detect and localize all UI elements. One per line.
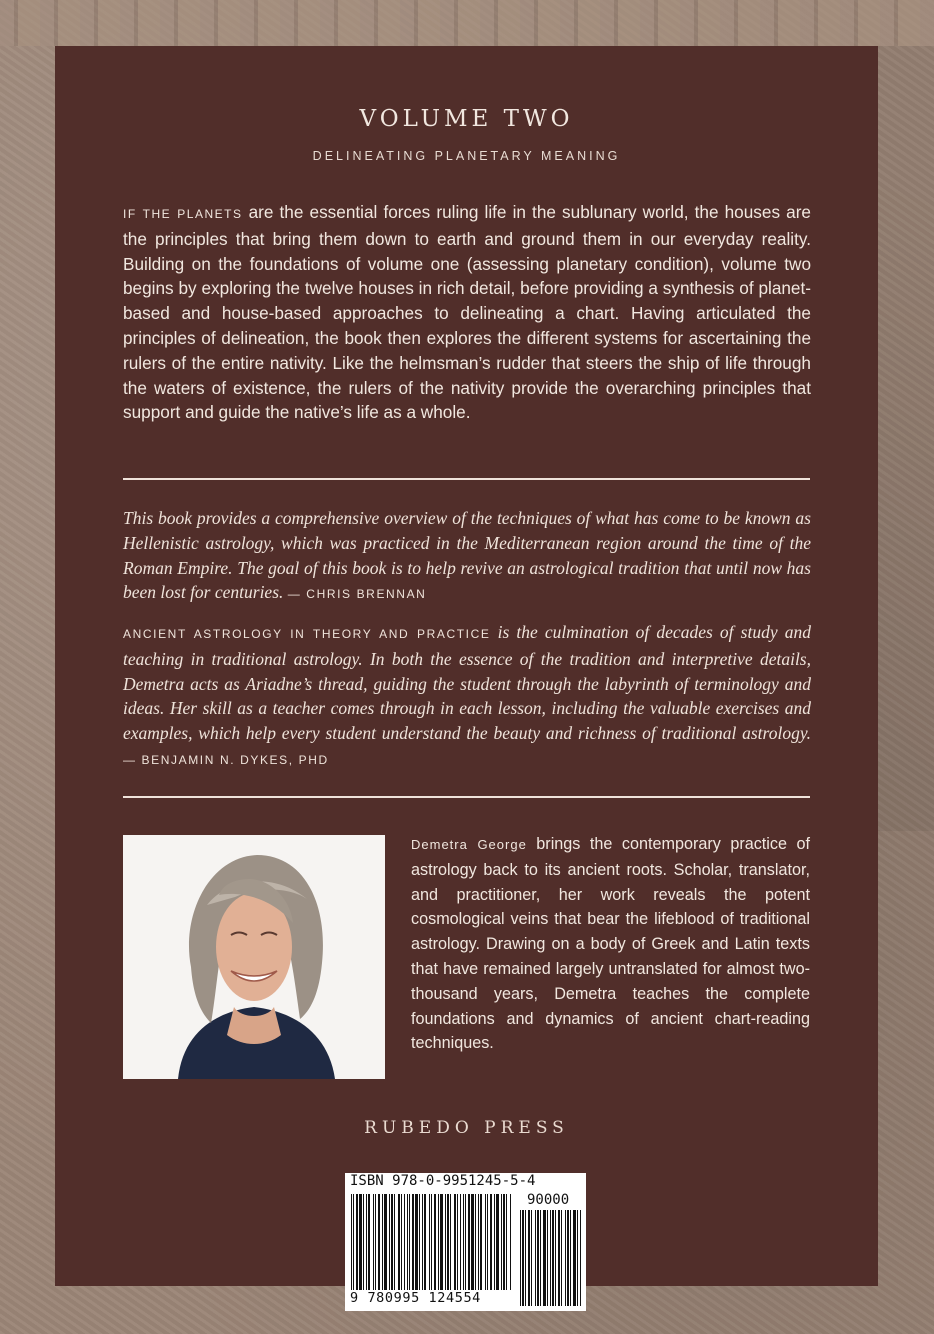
barcode-bar [478,1194,479,1290]
volume-title: VOLUME TWO [359,106,574,132]
quote-brennan [123,506,811,607]
barcode-bar [506,1194,507,1290]
barcode-bar [450,1194,451,1290]
barcode-bar [577,1210,578,1306]
barcode-bar [465,1194,466,1290]
barcode-bar [351,1194,352,1290]
barcode-bar [510,1194,511,1290]
barcode-bar [550,1210,551,1306]
barcode-bar [368,1194,370,1290]
barcode-bar [389,1194,390,1290]
barcode-bar [454,1194,456,1290]
barcode-bar [463,1194,464,1290]
price-code-label: 90000 [527,1192,570,1208]
barcode-bar [391,1194,393,1290]
barcode-bar [412,1194,414,1290]
barcode-bar [555,1210,556,1306]
barcode-bar [422,1194,423,1290]
barcode-bar [373,1194,374,1290]
book-description [123,200,811,425]
quote-dykes [123,620,811,773]
barcode-bar [401,1194,402,1290]
barcode-bar [558,1210,560,1306]
barcode-bar [447,1194,449,1290]
barcode-bar [468,1194,470,1290]
barcode-bar [445,1194,446,1290]
barcode-bar [480,1194,482,1290]
barcode-bar [503,1194,505,1290]
barcode-bar [353,1194,354,1290]
barcode-bar [535,1210,536,1306]
barcode-bar [561,1210,562,1306]
barcode-bar [501,1194,502,1290]
author-bio [411,832,810,1056]
author-bio-text: brings the contemporary practice of astrology back to its ancient roots. Scholar, translator, and practitioner, her work reveals the potent cosmological veins that bear the lifeblood of traditional astrology. Drawing on a body of Greek and Latin texts that have remained largely untranslated for almost two-thousand years, Demetra teaches the complete foundations and dynamics of ancient chart-reading techniques. [411,835,810,1053]
barcode-bar [494,1194,495,1290]
barcode-bar [520,1210,521,1306]
barcode-bar [475,1194,476,1290]
barcode-bar [573,1210,576,1306]
description-lead: IF THE PLANETS [123,207,243,221]
author-portrait-illustration [123,835,385,1079]
divider-rule [123,478,810,480]
author-photo [123,835,385,1079]
divider-rule [123,796,810,798]
barcode-bar [522,1210,524,1306]
background-stone-carving [878,46,934,831]
barcode-bar [547,1210,548,1306]
barcode-bar [471,1194,474,1290]
barcode-bar [356,1194,358,1290]
barcode-bar [496,1194,499,1290]
quote-attribution: — BENJAMIN N. DYKES, PHD [123,752,329,767]
barcode-bar [543,1210,546,1306]
barcode-bar [378,1194,380,1290]
barcode-bar [440,1194,443,1290]
barcode-bar [565,1210,566,1306]
barcode-bar [424,1194,426,1290]
barcode-bar [460,1194,461,1290]
author-name: Demetra George [411,837,527,852]
barcode-bar [429,1194,430,1290]
barcode-bar [394,1194,395,1290]
barcode-digits: 9 780995 124554 [350,1290,481,1306]
barcode-bar [537,1210,539,1306]
barcode-bar [384,1194,387,1290]
barcode-bar [438,1194,439,1290]
barcode-bar [552,1210,554,1306]
barcode-bar [375,1194,376,1290]
barcode-bar [415,1194,418,1290]
hieroglyph-border [0,0,934,46]
barcode-bar [419,1194,420,1290]
barcode-bar [487,1194,488,1290]
barcode-bar [540,1210,541,1306]
barcode-bar [382,1194,383,1290]
addon-barcode-bars [520,1210,582,1306]
publisher-name: RUBEDO PRESS [364,1118,569,1138]
barcode-bar [531,1210,532,1306]
barcode-bar [525,1210,526,1306]
barcode-bar [490,1194,492,1290]
quote-text: This book provides a comprehensive overview of the techniques of what has come to be known as Hellenistic astrology, which was practiced in the Mediterranean region around the time of the Roman Empire. The goal of this book is to help revive an astrological tradition that until now has been lost for centuries. [123,508,811,603]
barcode-bar [567,1210,569,1306]
barcode-bar [407,1194,408,1290]
quote-book-title: ANCIENT ASTROLOGY IN THEORY AND PRACTICE [123,627,491,641]
barcode-bar [409,1194,410,1290]
description-text: are the essential forces ruling life in the sublunary world, the houses are the principles that bring them down to earth and ground them in our everyday reality. Building on the foundations of volume one (assessing planetary condition), volume two begins by exploring the twelve houses in rich detail, before providing a synthesis of planet-based and house-based approaches to delineating a chart. Having articulated the principles of delineation, the book then explores the different systems for ascertaining the rulers of the entire nativity. Like the helmsman’s rudder that steers the ship of life through the waters of existence, the rulers of the nativity provide the overarching principles that support and guide the native’s life as a whole. [123,202,811,423]
barcode-bars [351,1194,511,1290]
isbn-label: ISBN 978-0-9951245-5-4 [350,1173,536,1189]
barcode-bar [457,1194,458,1290]
barcode-bar [359,1194,362,1290]
barcode-bar [580,1210,581,1306]
barcode-bar [404,1194,405,1290]
barcode-bar [366,1194,367,1290]
quote-attribution: — CHRIS BRENNAN [287,587,427,602]
barcode-bar [434,1194,436,1290]
barcode-bar [570,1210,571,1306]
barcode-bar [398,1194,400,1290]
barcode-bar [528,1210,530,1306]
barcode-bar [363,1194,364,1290]
barcode-bar [431,1194,432,1290]
quote-text: is the culmination of decades of study and teaching in traditional astrology. In both the essence of the tradition and interpretive details, Demetra acts as Ariadne’s thread, guiding the student through the labyrinth of terminology and ideas. Her skill as a teacher comes through in each lesson, including the valuable exercises and examples, which help every student understand the beauty and richness of traditional astrology. [123,622,811,744]
volume-subtitle: DELINEATING PLANETARY MEANING [312,149,621,163]
barcode-bar [485,1194,486,1290]
